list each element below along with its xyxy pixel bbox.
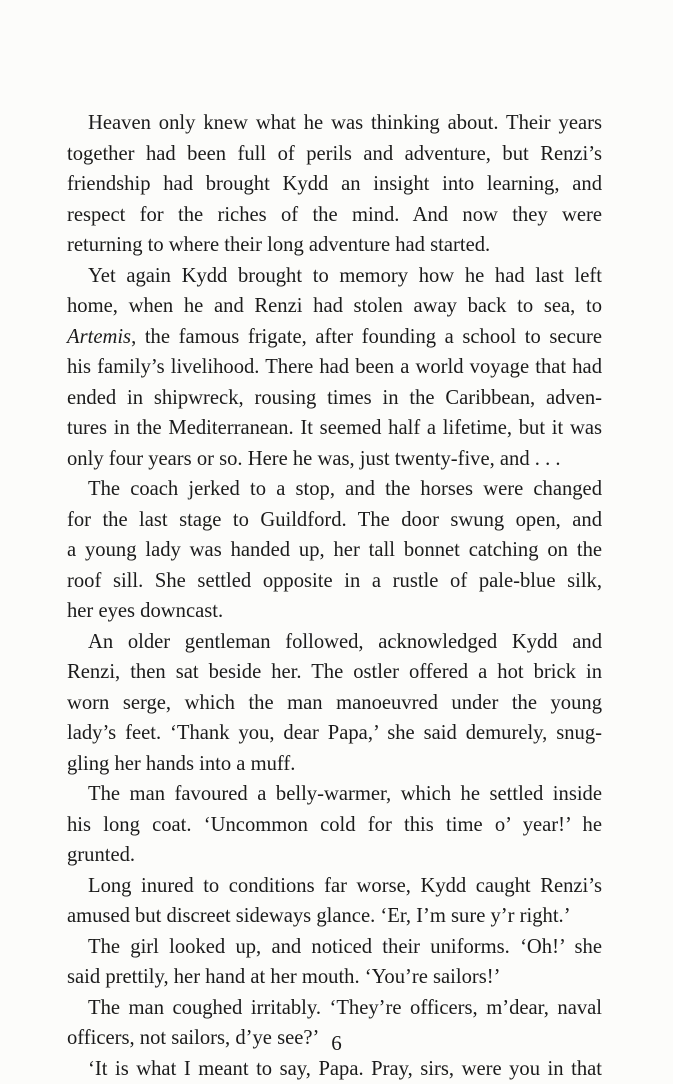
text-line: officers, not sailors, d’ye see?’ [67,1023,602,1054]
text-line: Artemis, the famous frigate, after founding a school to secure [67,322,602,353]
text-line: lady’s feet. ‘Thank you, dear Papa,’ she said demurely, snug- [67,718,602,749]
text-line: The man favoured a belly-warmer, which he settled inside [67,779,602,810]
text-line: respect for the riches of the mind. And now they were [67,200,602,231]
text-line: amused but discreet sideways glance. ‘Er, I’m sure y’r right.’ [67,901,602,932]
text-line: grunted. [67,840,602,871]
text-line: his family’s livelihood. There had been a world voyage that had [67,352,602,383]
text-line: tures in the Mediterranean. It seemed half a lifetime, but it was [67,413,602,444]
ship-name: Artemis [67,326,131,348]
text-line: said prettily, her hand at her mouth. ‘You’re sailors!’ [67,962,602,993]
text-line: roof sill. She settled opposite in a rustle of pale-blue silk, [67,566,602,597]
text-line: Heaven only knew what he was thinking about. Their years [67,108,602,139]
page-number: 6 [0,1028,673,1058]
paragraph [67,627,602,780]
text-line: Yet again Kydd brought to memory how he had last left [67,261,602,292]
text-line: home, when he and Renzi had stolen away back to sea, to [67,291,602,322]
text-line: Long inured to conditions far worse, Kydd caught Renzi’s [67,871,602,902]
paragraph [67,108,602,261]
text-line: The coach jerked to a stop, and the horses were changed [67,474,602,505]
text-line: Renzi, then sat beside her. The ostler offered a hot brick in [67,657,602,688]
paragraph [67,261,602,475]
paragraph [67,779,602,871]
text-line: The girl looked up, and noticed their uniforms. ‘Oh!’ she [67,932,602,963]
text-line: a young lady was handed up, her tall bonnet catching on the [67,535,602,566]
text-line: An older gentleman followed, acknowledged Kydd and [67,627,602,658]
text-line: ended in shipwreck, rousing times in the Caribbean, adven- [67,383,602,414]
paragraph [67,1054,602,1084]
text-line: friendship had brought Kydd an insight into learning, and [67,169,602,200]
text-line: only four years or so. Here he was, just twenty-five, and . . . [67,444,602,475]
text-line: for the last stage to Guildford. The door swung open, and [67,505,602,536]
text-line: his long coat. ‘Uncommon cold for this time o’ year!’ he [67,810,602,841]
paragraph [67,932,602,993]
body-text [67,108,602,1084]
text-line: her eyes downcast. [67,596,602,627]
text-line: returning to where their long adventure had started. [67,230,602,261]
text-line: ‘It is what I meant to say, Papa. Pray, sirs, were you in that [67,1054,602,1084]
text-line: The man coughed irritably. ‘They’re officers, m’dear, naval [67,993,602,1024]
text-line: together had been full of perils and adventure, but Renzi’s [67,139,602,170]
paragraph [67,474,602,627]
text-line: worn serge, which the man manoeuvred under the young [67,688,602,719]
text-line: gling her hands into a muff. [67,749,602,780]
paragraph [67,871,602,932]
